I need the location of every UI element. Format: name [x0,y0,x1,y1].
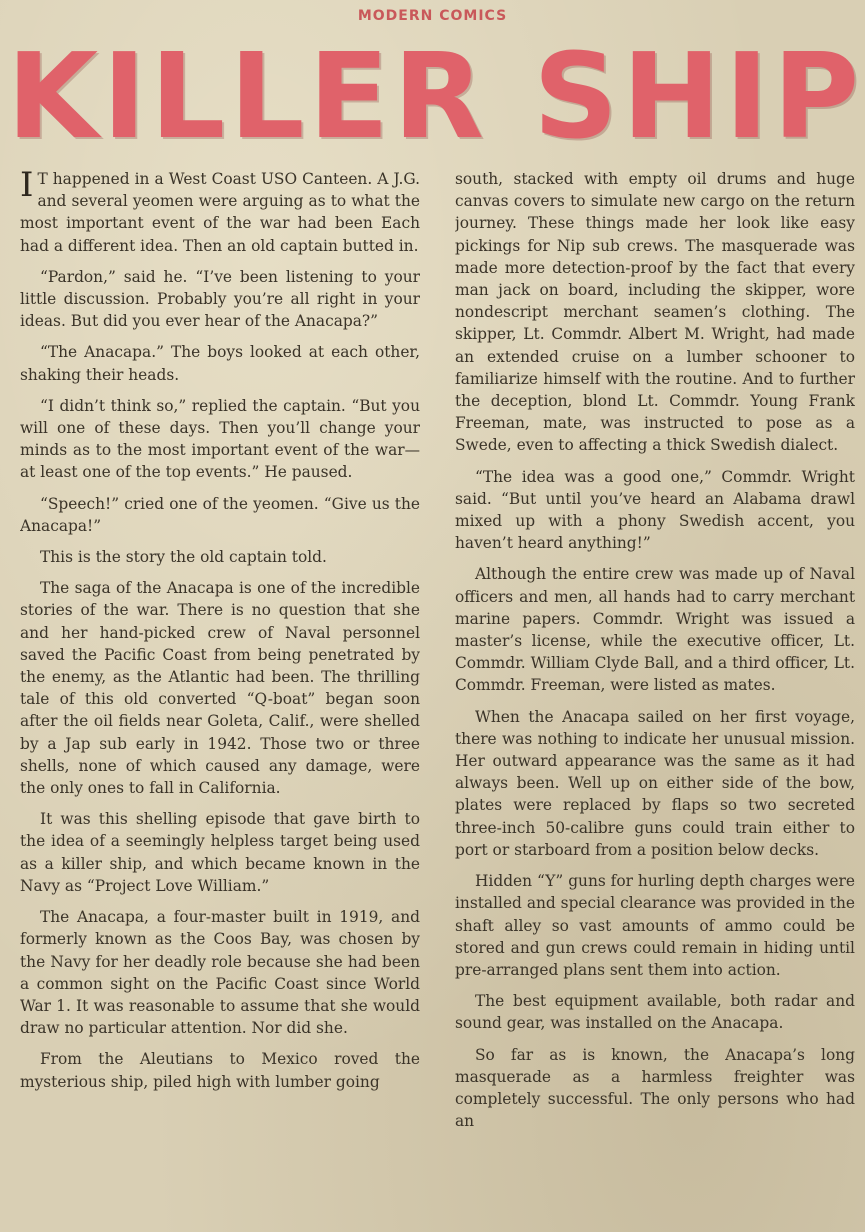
article-paragraph: From the Aleutians to Mexico roved the mysterious ship, piled high with lumber going [20,1050,420,1091]
right-column [455,168,855,1218]
article-paragraph: “Pardon,” said he. “I’ve been listening to your little discussion. Probably you’re all right in your ideas. But did you ever hear of the Anacapa?” [20,267,420,331]
article-paragraph: “The idea was a good one,” Commdr. Wright said. “But until you’ve heard an Alabama drawl mixed up with a phony Swedish accent, you haven’t heard anything!” [455,467,855,553]
article-paragraph: When the Anacapa sailed on her first voyage, there was nothing to indicate her unusual mission. Her outward appearance was the same as it had always been. Well up on either side of the bow, plates were replaced by flaps so two secreted three-inch 50-calibre guns could train either to port or starboard from a position below decks. [455,707,855,859]
article-paragraph: It was this shelling episode that gave birth to the idea of a seemingly helpless target being used as a killer ship, and which became known in the Navy as “Project Love William.” [20,810,420,895]
paragraph-text: T happened in a West Coast USO Canteen. A J.G. and several yeomen were arguing as to what the most important event of the war had been Each had a different idea. Then an old captain butted in. [20,170,420,255]
left-column [20,168,420,1218]
article-paragraph [20,168,420,257]
article-paragraph: “The Anacapa.” The boys looked at each other, shaking their heads. [20,343,420,384]
article-paragraph: south, stacked with empty oil drums and huge canvas covers to simulate new cargo on the return journey. These things made her look like easy pickings for Nip sub crews. The masquerade was made more detection-proof by the fact that every man jack on board, including the skipper, wore nondescript merchant seamen’s clothing. The skipper, Lt. Commdr. Albert M. Wright, had made an extended cruise on a lumber schooner to familiarize himself with the routine. And to further the deception, blond Lt. Commdr. Young Frank Freeman, mate, was instructed to pose as a Swede, even to affecting a thick Swedish dialect. [455,170,855,455]
article-paragraph: The best equipment available, both radar and sound gear, was installed on the Anacapa. [455,992,855,1033]
drop-cap: I [20,168,34,205]
article-paragraph: Hidden “Y” guns for hurling depth charges were installed and special clearance was provided in the shaft alley so vast amounts of ammo could be stored and gun crews could remain in hiding until pre-arranged plans sent them into action. [455,872,855,979]
article-paragraph: The Anacapa, a four-master built in 1919, and formerly known as the Coos Bay, was chosen by the Navy for her deadly role because she had been a common sight on the Pacific Coast since World War 1. It was reasonable to assume that she would draw no particular attention. Nor did she. [20,908,420,1038]
article-title: KILLER SHIP [6,27,864,165]
article-paragraph: “Speech!” cried one of the yeomen. “Give us the Anacapa!” [20,494,420,535]
masthead: MODERN COMICS [357,8,508,24]
article-paragraph: Although the entire crew was made up of Naval officers and men, all hands had to carry merchant marine papers. Commdr. Wright was issued a master’s license, while the executive officer, Lt. Commdr. William Clyde Ball, and a third officer, Lt. Commdr. Freeman, were listed as mates. [455,565,855,695]
article-paragraph: The saga of the Anacapa is one of the incredible stories of the war. There is no question that she and her hand-picked crew of Naval personnel saved the Pacific Coast from being penetrated by the enemy, as the Atlantic had been. The thrilling tale of this old converted “Q-boat” began soon after the oil fields near Goleta, Calif., were shelled by a Jap sub early in 1942. Those two or three shells, none of which caused any damage, were the only ones to fall in California. [20,579,420,798]
article-paragraph: This is the story the old captain told. [40,548,327,567]
article-paragraph: “I didn’t think so,” replied the captain. “But you will one of these days. Then you’ll change your minds as to the most important event of the war—at least one of the top events.” He paused. [20,396,420,482]
article-paragraph: So far as is known, the Anacapa’s long masquerade as a harmless freighter was completely successful. The only persons who had an [455,1045,855,1131]
